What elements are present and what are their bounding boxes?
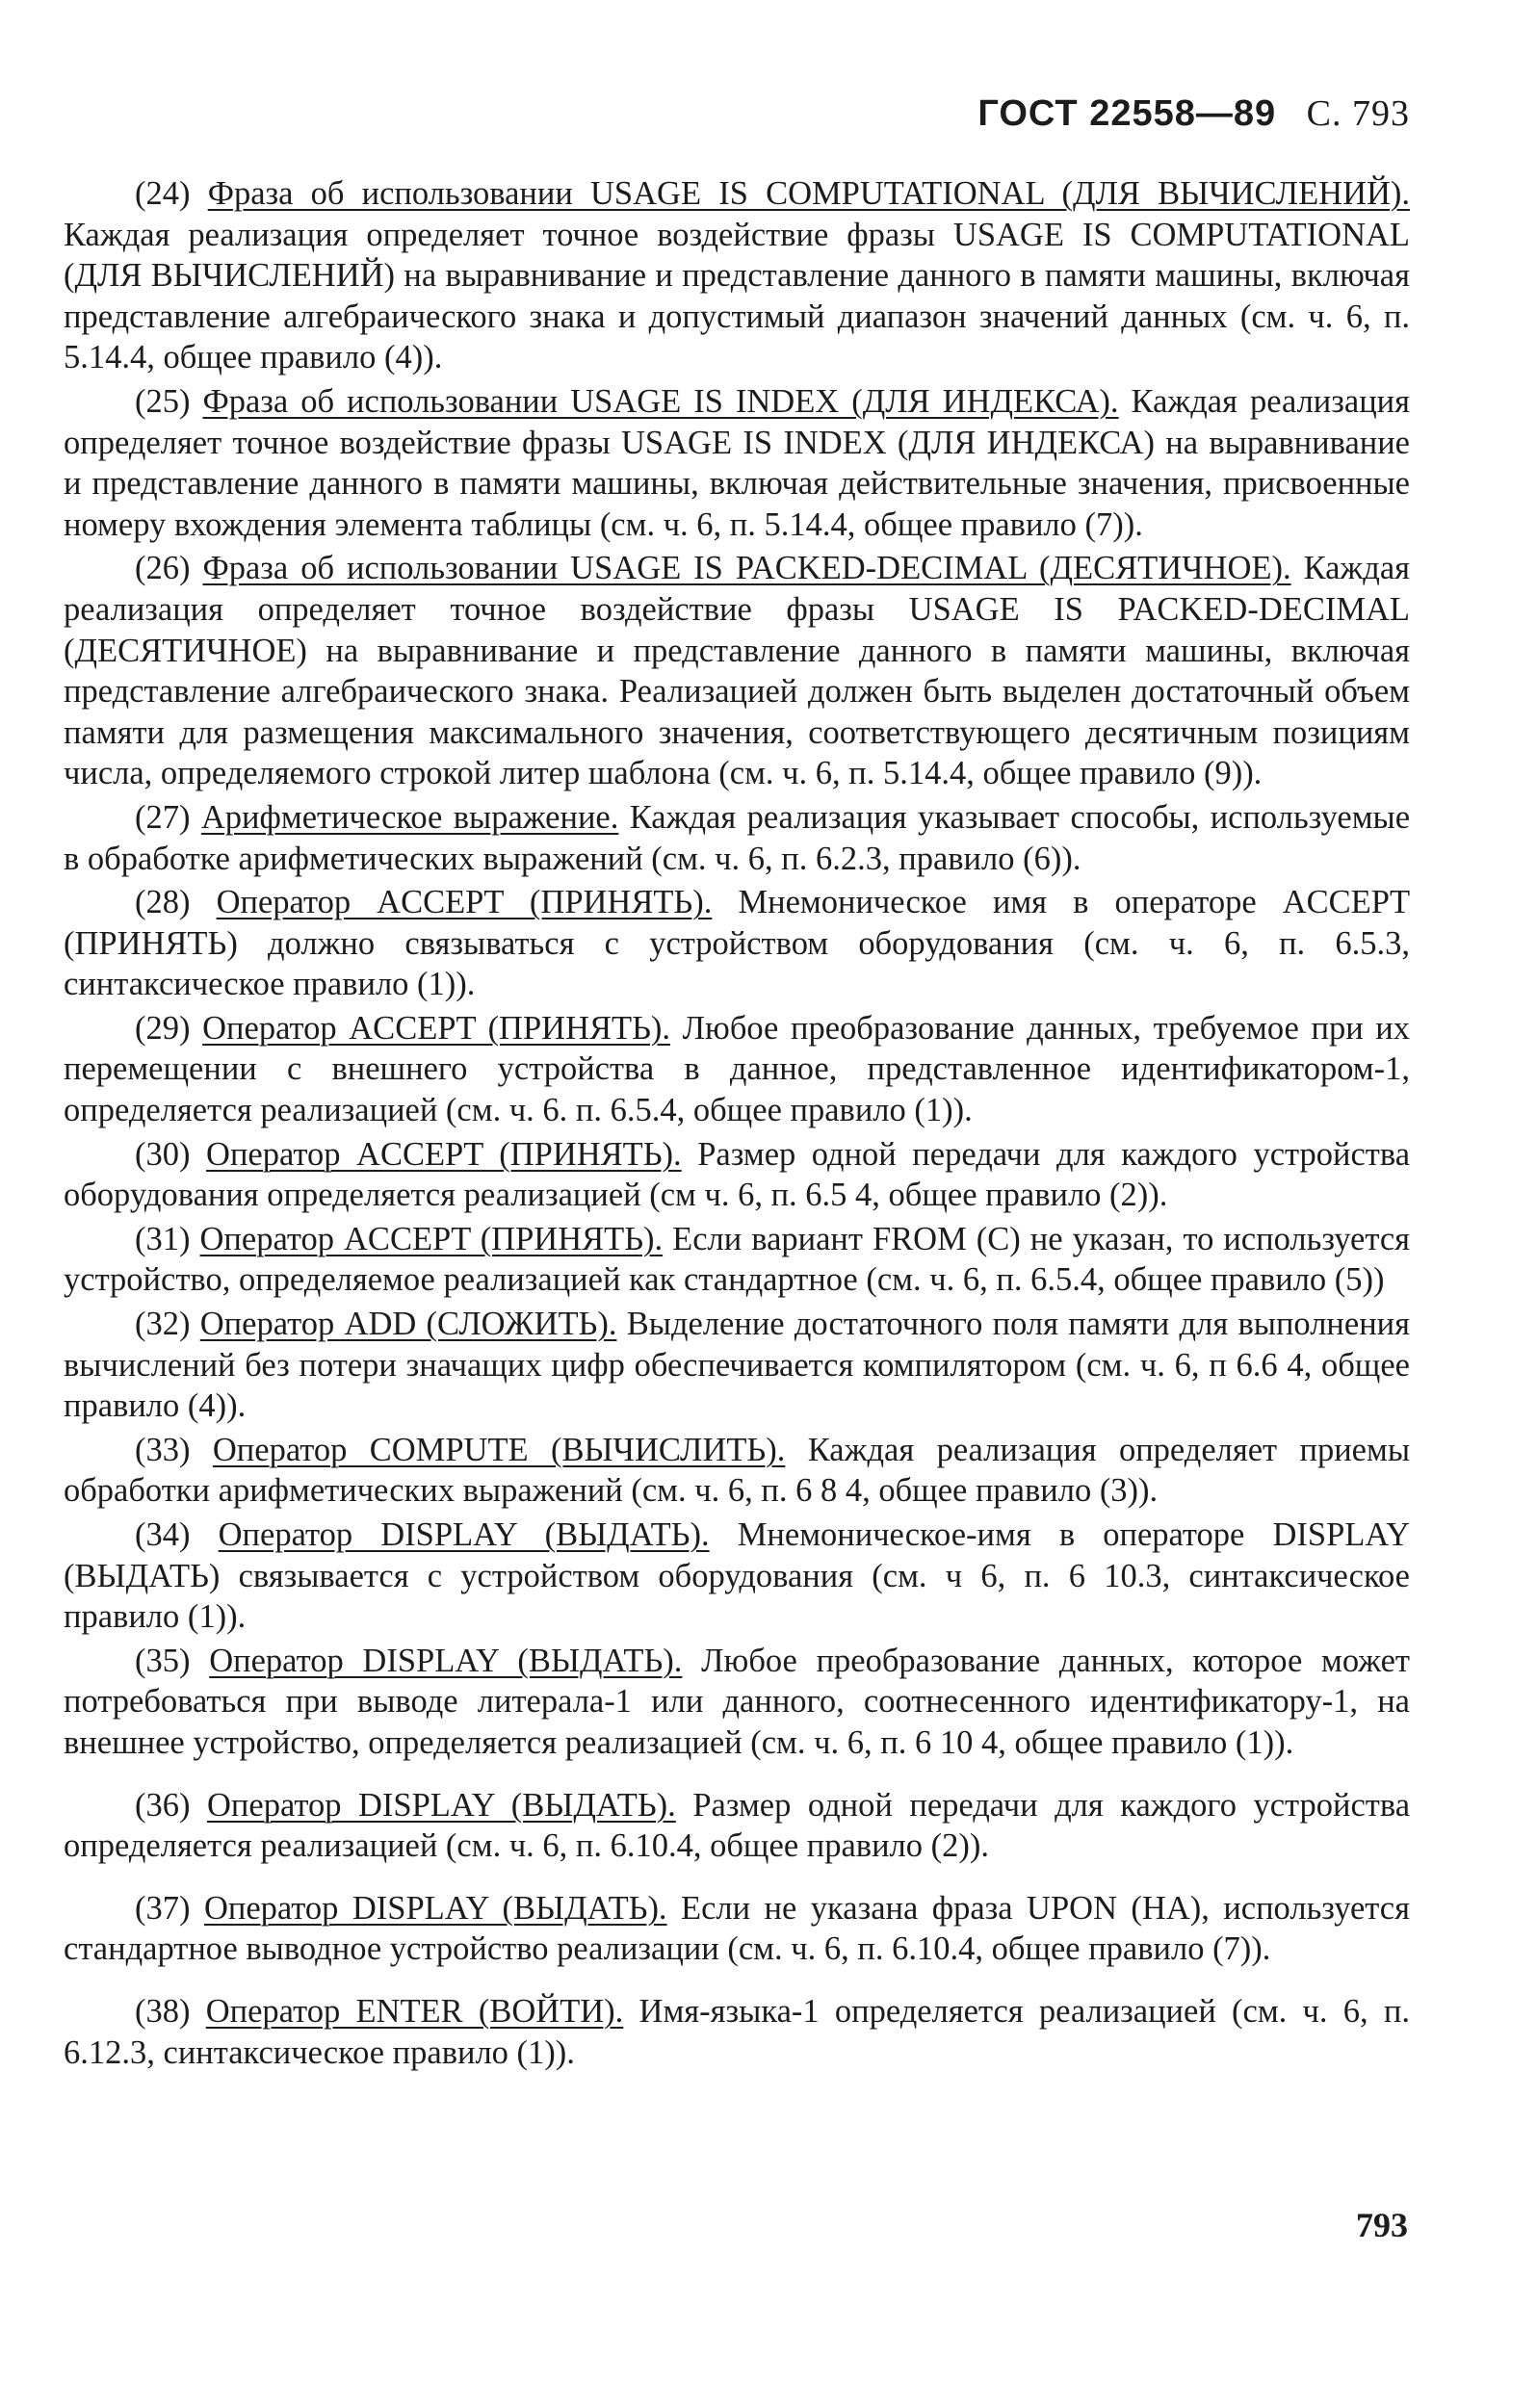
- paragraph-number: (33): [135, 1431, 191, 1468]
- paragraph-number: (25): [135, 382, 191, 420]
- paragraph-title: Оператор ACCEPT (ПРИНЯТЬ).: [206, 1135, 682, 1173]
- paragraph-34: [64, 1515, 1410, 1638]
- paragraph-title: Оператор COMPUTE (ВЫЧИСЛИТЬ).: [212, 1431, 786, 1468]
- paragraph-body: Если не указана фраза UPON (НА), используется стандартное выводное устройство реализации (см. ч. 6, п. 6.10.4, общее правило (7)).: [64, 1889, 1410, 1968]
- paragraph-title: Оператор ACCEPT (ПРИНЯТЬ).: [199, 1220, 664, 1257]
- paragraph-body: Каждая реализация определяет точное воздействие фразы USAGE IS INDEX (ДЛЯ ИНДЕКСА) на выравнивание и представление данного в памяти машины, включая действительные значения, присвоенные номеру вхождения элемента таблицы (см. ч. 6, п. 5.14.4, общее правило (7)).: [64, 382, 1410, 543]
- paragraph-38: [64, 1991, 1410, 2073]
- paragraph-body: Каждая реализация определяет точное воздействие фразы USAGE IS COMPUTATIONAL (ДЛЯ ВЫЧИСЛЕНИЙ) на выравнивание и представление данного в памяти машины, включая представление алгебраического знака и допустимый диапазон значений данных (см. ч. 6, п. 5.14.4, общее правило (4)).: [64, 216, 1410, 376]
- paragraph-body: Имя-языка-1 определяется реализацией (см. ч. 6, п. 6.12.3, синтаксическое правило (1)).: [64, 1992, 1410, 2071]
- paragraph-37: [64, 1888, 1410, 1970]
- paragraph-number: (37): [135, 1889, 191, 1927]
- paragraph-25: [64, 381, 1410, 545]
- paragraph-35: [64, 1641, 1410, 1764]
- paragraph-number: (38): [135, 1992, 191, 2030]
- paragraph-title: Оператор ENTER (ВОЙТИ).: [205, 1992, 624, 2030]
- paragraph-number: (26): [135, 550, 191, 587]
- paragraph-title: Арифметическое выражение.: [200, 798, 619, 836]
- paragraph-27: [64, 797, 1410, 879]
- paragraph-number: (35): [135, 1642, 191, 1679]
- page-number: 793: [1356, 2206, 1408, 2244]
- paragraph-30: [64, 1134, 1410, 1216]
- paragraph-body: Выделение достаточного поля памяти для выполнения вычислений без потери значащих цифр обеспечивается компилятором (см. ч. 6, п 6.6 4, общее правило (4)).: [64, 1306, 1410, 1425]
- paragraph-32: [64, 1304, 1410, 1427]
- paragraph-title: Оператор DISPLAY (ВЫДАТЬ).: [209, 1642, 683, 1679]
- paragraph-number: (29): [135, 1009, 191, 1047]
- standard-designation: ГОСТ 22558—89: [977, 93, 1277, 134]
- paragraph-body: Каждая реализация указывает способы, используемые в обработке арифметических выражений (см. ч. 6, п. 6.2.3, правило (6)).: [64, 798, 1411, 877]
- paragraph-body: Любое преобразование данных, которое может потребоваться при выводе литерала-1 или данного, соотнесенного идентификатору-1, на внешнее устройство, определяется реализацией (см. ч. 6, п. 6 10 4, общее правило (1)).: [64, 1642, 1410, 1761]
- paragraph-title: Фраза об использовании USAGE IS PACKED-DECIMAL (ДЕСЯТИЧНОЕ).: [202, 550, 1291, 587]
- paragraph-number: (36): [135, 1786, 191, 1824]
- paragraph-28: [64, 882, 1410, 1005]
- paragraph-title: Оператор ACCEPT (ПРИНЯТЬ).: [216, 884, 713, 921]
- paragraph-body: Каждая реализация определяет приемы обработки арифметических выражений (см. ч. 6, п. 6 8 4, общее правило (3)).: [64, 1431, 1411, 1510]
- body-text: [64, 173, 1410, 2076]
- paragraph-title: Оператор DISPLAY (ВЫДАТЬ).: [203, 1889, 667, 1927]
- paragraph-number: (32): [135, 1306, 191, 1343]
- paragraph-title: Фраза об использовании USAGE IS COMPUTATIONAL (ДЛЯ ВЫЧИСЛЕНИЙ).: [207, 175, 1411, 212]
- paragraph-number: (24): [135, 175, 191, 212]
- paragraph-number: (31): [135, 1220, 191, 1257]
- paragraph-33: [64, 1430, 1410, 1512]
- paragraph-title: Оператор ACCEPT (ПРИНЯТЬ).: [202, 1009, 670, 1047]
- paragraph-number: (34): [135, 1516, 191, 1553]
- page-header: [977, 92, 1410, 135]
- paragraph-title: Оператор ADD (СЛОЖИТЬ).: [199, 1306, 617, 1343]
- paragraph-number: (30): [135, 1135, 191, 1173]
- header-page-label: С. 793: [1306, 93, 1410, 134]
- paragraph-body: Если вариант FROM (С) не указан, то используется устройство, определяемое реализацией как стандартное (см. ч. 6, п. 6.5.4, общее правило (5)): [64, 1220, 1411, 1299]
- paragraph-36: [64, 1785, 1410, 1867]
- paragraph-31: [64, 1219, 1410, 1301]
- paragraph-body: Размер одной передачи для каждого устройства определяется реализацией (см. ч. 6, п. 6.10.4, общее правило (2)).: [64, 1786, 1411, 1865]
- paragraph-body: Размер одной передачи для каждого устройства оборудования определяется реализацией (см ч. 6, п. 6.5 4, общее правило (2)).: [64, 1135, 1411, 1214]
- paragraph-26: [64, 548, 1410, 794]
- paragraph-body: Мнемоническое-имя в операторе DISPLAY (ВЫДАТЬ) связывается с устройством оборудования (см. ч 6, п. 6 10.3, синтаксическое правило (1)).: [64, 1516, 1411, 1636]
- paragraph-29: [64, 1008, 1410, 1131]
- paragraph-number: (27): [135, 798, 191, 836]
- paragraph-number: (28): [135, 884, 191, 921]
- paragraph-title: Оператор DISPLAY (ВЫДАТЬ).: [207, 1786, 676, 1824]
- paragraph-body: Любое преобразование данных, требуемое при их перемещении с внешнего устройства в данное, представленное идентификатором-1, определяется реализацией (см. ч. 6. п. 6.5.4, общее правило (1)).: [64, 1009, 1411, 1129]
- paragraph-body: Каждая реализация определяет точное воздействие фразы USAGE IS PACKED-DECIMAL (ДЕСЯТИЧНОЕ) на выравнивание и представление данного в памяти машины, включая представление алгебраического знака. Реализацией должен быть выделен достаточный объем памяти для размещения максимального значения, соответствующего десятичным позициям числа, определяемого строкой литер шаблона (см. ч. 6, п. 5.14.4, общее правило (9)).: [64, 550, 1411, 792]
- paragraph-24: [64, 173, 1410, 378]
- paragraph-title: Фраза об использовании USAGE IS INDEX (ДЛЯ ИНДЕКСА).: [202, 382, 1119, 420]
- paragraph-body: Мнемоническое имя в операторе ACCEPT (ПРИНЯТЬ) должно связываться с устройством оборудования (см. ч. 6, п. 6.5.3, синтаксическое правило (1)).: [64, 884, 1411, 1003]
- paragraph-title: Оператор DISPLAY (ВЫДАТЬ).: [218, 1516, 710, 1553]
